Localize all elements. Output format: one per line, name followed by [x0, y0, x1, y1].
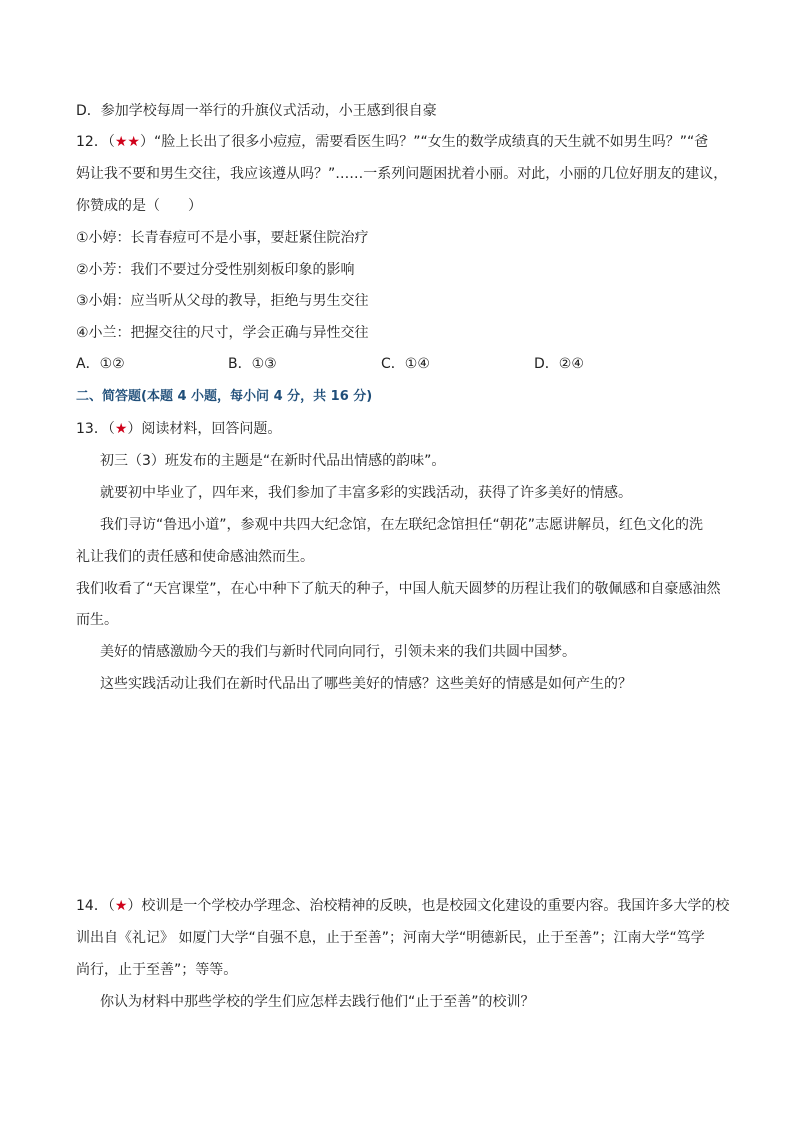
section-title: 二、简答题(本题 4 小题，每小问 4 分，共 16 分) — [76, 389, 373, 404]
q12-option-a: A．①② — [76, 356, 125, 372]
q12-item-1: ①小婷：长青春痘可不是小事，要赶紧住院治疗 — [76, 230, 369, 246]
q11-option-d: D．参加学校每周一举行的升旗仪式活动，小王感到很自豪 — [76, 103, 437, 119]
question-number: 12．（ — [76, 134, 115, 150]
q13-line-6: 而生。 — [76, 612, 118, 628]
difficulty-stars: ★ — [114, 898, 128, 914]
difficulty-stars: ★ — [114, 421, 128, 437]
q13-line-3: 我们寻访“鲁迅小道”，参观中共四大纪念馆，在左联纪念馆担任“朝花”志愿讲解员，红色文化的洗 — [100, 517, 704, 533]
q12-stem-line-2: 妈让我不要和男生交往，我应该遵从吗？”……一系列问题困扰着小丽。对此，小丽的几位好朋友的建议， — [76, 166, 728, 182]
q12-option-b: B．①③ — [228, 356, 277, 372]
q13-line-5: 我们收看了“天宫课堂”，在心中种下了航天的种子，中国人航天圆梦的历程让我们的敬佩感和自豪感油然 — [76, 581, 721, 597]
q12-item-2: ②小芳：我们不要过分受性别刻板印象的影响 — [76, 262, 355, 278]
q12-stem-line-3: 你赞成的是（ ） — [76, 198, 202, 214]
q13-question: 这些实践活动让我们在新时代品出了哪些美好的情感？这些美好的情感是如何产生的？ — [100, 676, 632, 692]
q12-item-3: ③小娟：应当听从父母的教导，拒绝与男生交往 — [76, 293, 369, 309]
q13-line-2: 就要初中毕业了，四年来，我们参加了丰富多彩的实践活动，获得了许多美好的情感。 — [100, 485, 632, 501]
q13-line-4: 礼让我们的责任感和使命感油然而生。 — [76, 549, 314, 565]
q12-option-c: C．①④ — [381, 356, 430, 372]
difficulty-stars: ★★ — [114, 134, 140, 150]
q13-header: 13．（★）阅读材料，回答问题。 — [76, 421, 282, 437]
q12-stem-line-1: 12．（★★）“脸上长出了很多小痘痘，需要看医生吗？”“女生的数学成绩真的天生就不如男生吗？”“爸 — [76, 134, 709, 150]
q12-option-d: D．②④ — [534, 356, 584, 372]
q14-line-1: 14．（★）校训是一个学校办学理念、治校精神的反映，也是校园文化建设的重要内容。我国许多大学的校 — [76, 898, 730, 914]
q13-line-7: 美好的情感激励今天的我们与新时代同向同行，引领未来的我们共圆中国梦。 — [100, 644, 576, 660]
q14-line-2: 训出自《礼记》 如厦门大学“自强不息，止于至善”；河南大学“明德新民，止于至善”；江南大学“笃学 — [76, 930, 705, 946]
q14-question: 你认为材料中那些学校的学生们应怎样去践行他们“止于至善”的校训？ — [100, 994, 535, 1010]
q13-line-1: 初三（3）班发布的主题是“在新时代品出情感的韵味”。 — [100, 453, 446, 469]
question-number: 13．（ — [76, 421, 115, 437]
q14-line-3: 尚行，止于至善”；等等。 — [76, 962, 238, 978]
question-number: 14．（ — [76, 898, 115, 914]
q12-item-4: ④小兰：把握交往的尺寸，学会正确与异性交往 — [76, 325, 369, 341]
